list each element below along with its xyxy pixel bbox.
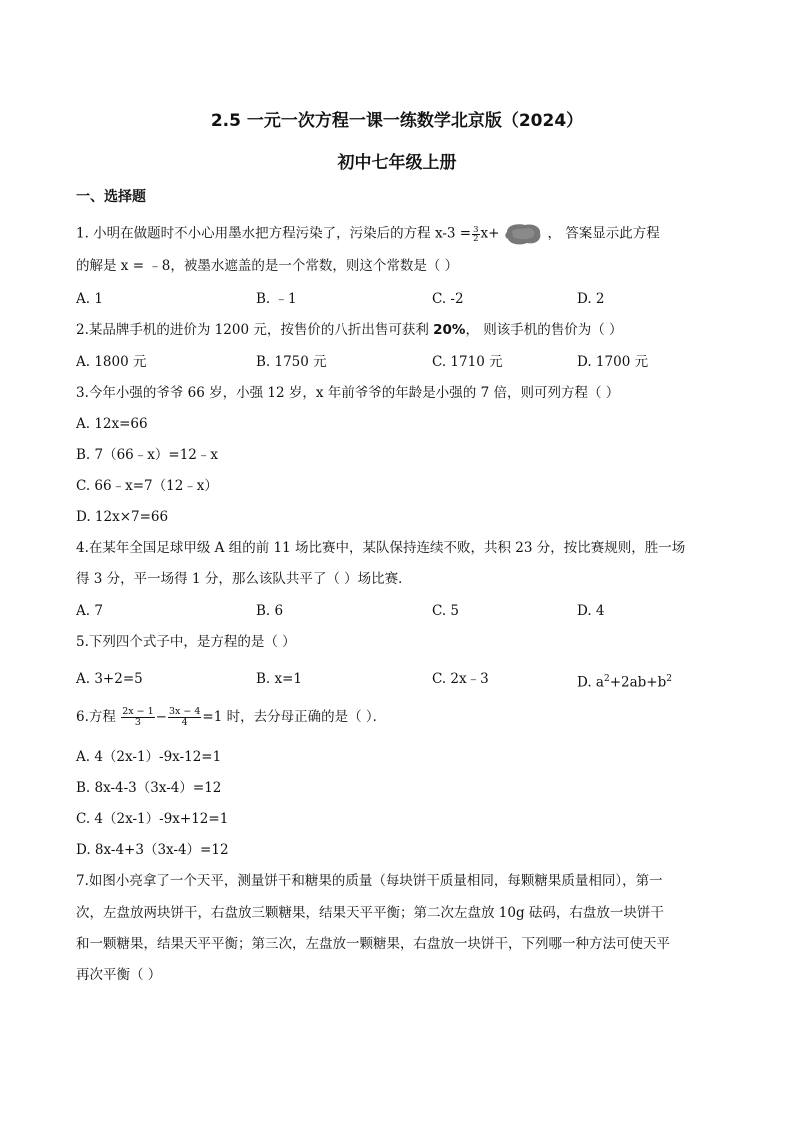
q6-f1-den: 3	[134, 717, 141, 728]
q6-option-c: C. 4（2x-1）-9x+12=1	[76, 811, 229, 827]
q5-option-b: B. x=1	[256, 671, 303, 687]
q3-stem: 3.今年小强的爷爷 66 岁，小强 12 岁，x 年前爷爷的年龄是小强的 7 倍，则可列方程（ ）	[76, 385, 620, 401]
section-heading: 一、选择题	[76, 189, 146, 205]
q2-pre: 2.某品牌手机的进价为 1200 元，按售价的八折出售可获利	[76, 322, 429, 338]
q1-mid: x+	[480, 225, 500, 242]
q6-fraction-1	[121, 707, 154, 728]
q6-f2-den: 4	[181, 717, 188, 728]
q4-line1: 4.在某年全国足球甲级 A 组的前 11 场比赛中，某队保持连续不败，共积 23 分，按比赛规则，胜一场	[76, 540, 686, 556]
q2-percent: 20%	[433, 322, 466, 338]
q4-option-a: A. 7	[76, 603, 103, 619]
q3-option-d: D. 12x×7=66	[76, 509, 169, 525]
q5-d-sup1: 2	[603, 674, 610, 684]
q6-minus: −	[155, 709, 167, 725]
q2-stem	[76, 320, 623, 340]
q6-option-b: B. 8x-4-3（3x-4）=12	[76, 780, 222, 796]
q6-f1-num: 2x − 1	[122, 706, 154, 717]
q2-post: ， 则该手机的售价为（ ）	[465, 322, 623, 338]
q4-line2: 得 3 分，平一场得 1 分，那么该队共平了（ ）场比赛．	[76, 571, 412, 587]
q6-option-d: D. 8x-4+3（3x-4）=12	[76, 842, 229, 858]
q7-line1: 7.如图小亮拿了一个天平，测量饼干和糖果的质量（每块饼干质量相同，每颗糖果质量相同），第一	[76, 873, 663, 889]
q5-option-a: A. 3+2=5	[76, 671, 143, 687]
q2-option-d: D. 1700 元	[577, 354, 649, 370]
q3-option-b: B. 7（66﹣x）=12﹣x	[76, 447, 218, 463]
q6-pre: 6.方程	[76, 709, 116, 725]
q4-option-c: C. 5	[432, 603, 460, 619]
q6-stem	[76, 707, 386, 728]
q5-d-pre: D. a	[577, 674, 604, 691]
q1-pre: 1. 小明在做题时不小心用墨水把方程污染了，污染后的方程 x-3 =	[76, 225, 472, 242]
q1-option-a: A. 1	[76, 291, 103, 307]
q1-option-d: D. 2	[577, 291, 605, 307]
q2-option-b: B. 1750 元	[256, 354, 327, 370]
q5-option-c: C. 2x﹣3	[432, 671, 489, 687]
q7-line4: 再次平衡（ ）	[76, 967, 162, 983]
q4-option-d: D. 4	[577, 603, 605, 619]
q4-option-b: B. 6	[256, 603, 284, 619]
q1-frac-num: 3	[473, 224, 479, 235]
q7-line3: 和一颗糖果，结果天平平衡；第三次，左盘放一颗糖果，右盘放一块饼干，下列哪一种方法可使天平	[76, 936, 670, 952]
q6-option-a: A. 4（2x-1）-9x-12=1	[76, 749, 222, 765]
q1-fraction	[472, 226, 479, 243]
q5-stem: 5.下列四个式子中，是方程的是（ ）	[76, 634, 296, 650]
q1-frac-den: 2	[473, 233, 479, 244]
q3-option-c: C. 66﹣x=7（12﹣x）	[76, 478, 218, 494]
q5-d-sup2: 2	[666, 674, 672, 684]
doc-title-line1: 2.5 一元一次方程一课一练数学北京版（2024）	[210, 111, 584, 131]
q5-option-d	[577, 669, 672, 693]
q6-post: =1 时，去分母正确的是（ ）．	[202, 709, 387, 725]
q6-fraction-2	[168, 707, 201, 728]
q1-post: ， 答案显示此方程	[547, 225, 660, 242]
q7-line2: 次，左盘放两块饼干，右盘放三颗糖果，结果天平平衡；第二次左盘放 10g 砝码，右盘放一块饼干	[76, 905, 664, 921]
q1-option-c: C. -2	[432, 291, 464, 307]
q1-line2: 的解是 x = ﹣8，被墨水遮盖的是一个常数，则这个常数是（ ）	[76, 258, 459, 274]
q5-d-mid: +2ab+b	[609, 674, 667, 691]
q2-option-c: C. 1710 元	[432, 354, 503, 370]
q1-line1	[76, 222, 660, 246]
ink-blot-icon	[503, 222, 543, 246]
q2-option-a: A. 1800 元	[76, 354, 147, 370]
q6-f2-num: 3x − 4	[168, 706, 201, 717]
q3-option-a: A. 12x=66	[76, 416, 148, 432]
q1-option-b: B. ﹣1	[256, 291, 297, 307]
doc-title-line2: 初中七年级上册	[337, 153, 457, 173]
